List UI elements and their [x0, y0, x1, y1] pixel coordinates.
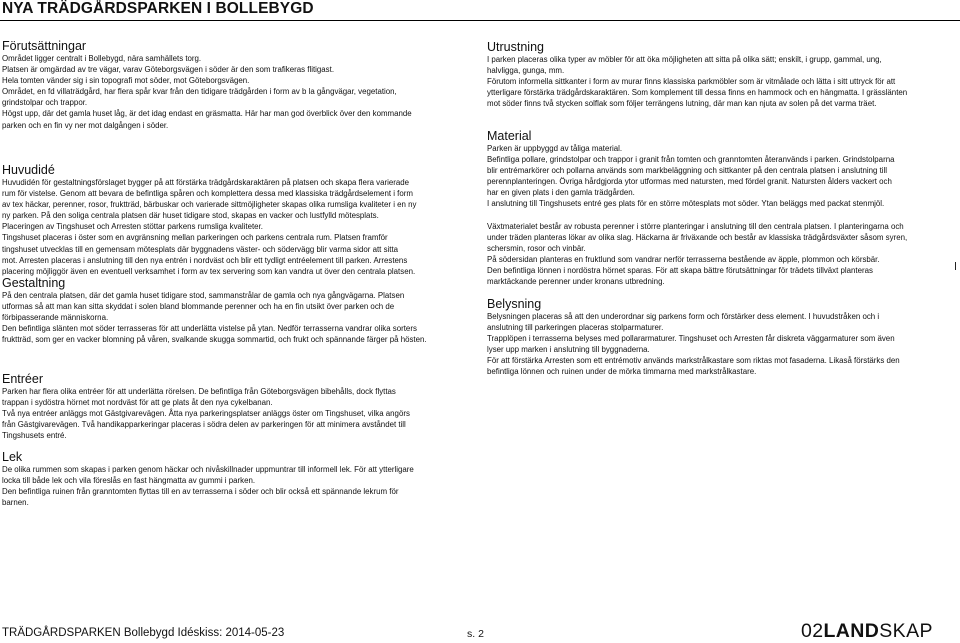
- logo-suffix: SKAP: [879, 620, 933, 642]
- section-forutsattningar: [2, 39, 462, 131]
- section-heading: Utrustning: [487, 40, 544, 54]
- section-body: På den centrala platsen, där det gamla huset tidigare stod, sammanstrålar de gamla och nya gångvägarna. Platsen utformas så att man kan sitta skyddat i solen bland blommande perenner och ha en fin utsikt över parken och de förbipasserande människorna.: [2, 291, 405, 323]
- section-heading: Gestaltning: [2, 276, 66, 290]
- section-heading: Huvudidé: [2, 163, 55, 177]
- section-heading: Lek: [2, 450, 23, 464]
- section-body: De olika rummen som skapas i parken genom häckar och nivåskillnader uppmuntrar till informell lek. För att ytterligare locka till både lek och vila föreslås en fast hängmatta av gummi i parken. Den befintliga ruinen från granntomten flyttas till en av terrasserna i söder och blir också ett spännande lekrum för barnen.: [2, 465, 414, 508]
- section-body: Belysningen placeras så att den underordnar sig parkens form och förstärker dess element. I huvudstråken och i anslutning till parkeringen placeras stolparmaturer. Trapplöpen i terrasserna belyses med pollararmaturer. Tingshuset och Arresten får diskreta väggarmaturer som även lyser upp marken i anslutning till byggnaderna. För att förstärka Arresten som ett entrémotiv används markstrålkastare som riktas mot fasaderna. Likaså förstärks den befintliga lönnen och ruinen under de mörka timmarna med markstrålkastare.: [487, 312, 900, 377]
- edge-mark: [955, 262, 956, 270]
- section-body: Växtmaterialet består av robusta perenner i större planteringar i anslutning till den centrala platsen. I planteringarna och under träden planteras lökar av olika slag. Häckarna är friväxande och består av klassiska trädgårdsväxter såsom syren, schersmin, rosor och vinbär. På södersidan planteras en fruktlund som vandrar nerför terrasserna bestående av äpple, plommon och körsbär. Den befintliga lönnen i nordöstra hörnet sparas. För att skapa bättre förutsättningar för trädets tillväxt planteras marktäckande perenner under kronans utbredning.: [487, 221, 908, 287]
- section-utrustning: [487, 40, 947, 109]
- paragraph-line: Hela tomten vänder sig i sin topografi mot söder, mot Göteborgsvägen.: [2, 76, 250, 86]
- page-title: NYA TRÄDGÅRDSPARKEN I BOLLEBYGD: [2, 0, 314, 17]
- section-heading: Entréer: [2, 372, 43, 386]
- paragraph-line: parken och en fin vy ner mot dalgången i söder.: [2, 120, 169, 130]
- section-material: [487, 129, 947, 287]
- footer-page-number: s. 2: [467, 628, 484, 640]
- footer-project-info: TRÄDGÅRDSPARKEN Bollebygd Idéskiss: 2014-05-23: [2, 627, 285, 639]
- paragraph-line: grindstolpar och trappor.: [2, 98, 88, 108]
- logo-prefix: 02: [801, 620, 824, 642]
- section-huvudide: [2, 163, 462, 277]
- paragraph-line: Högst upp, där det gamla huset låg, är det idag endast en gräsmatta. Här har man god överblick över den kommande: [2, 109, 412, 119]
- section-body: Parken har flera olika entréer för att underlätta rörelsen. De befintliga från Göteborgsvägen bibehålls, dock flyttas trappan i sydöstra hörnet mot nordväst för att ge plats åt den nya cykelbanan. Två nya entréer anläggs mot Gästgivarevägen. Åtta nya parkeringsplatser anläggs öster om Tingshuset, vilka angörs från Gästgivarevägen. Två handikapparkeringar placeras i södra delen av parkeringen för att minimera avståndet till Tingshusets entré.: [2, 387, 410, 441]
- paragraph-line: Området ligger centralt i Bollebygd, nära samhällets torg.: [2, 54, 202, 63]
- paragraph-line: Platsen är omgärdad av tre vägar, varav Göteborgsvägen i söder är den som trafikeras flitigast.: [2, 65, 335, 75]
- paragraph-line: Området, en fd villaträdgård, har flera spår kvar från den tidigare trädgården i form av b la gångvägar, vegetation,: [2, 87, 397, 97]
- section-heading: Förutsättningar: [2, 39, 87, 53]
- section-entreer: [2, 372, 462, 441]
- section-body: I parken placeras olika typer av möbler för att öka möjligheten att sitta på olika sätt; enskilt, i grupp, gammal, ung, halvliggа, gunga, mm. Förutom informella sittkanter i form av murar finns klassiska parkmöbler som är vitmålade och lätta i sitt uttryck för att ytterligare förstärka trädgårdskaraktären. Som komplement till dessa finns en hammock och en hängmatta. I grässlänten mot söder finns två stycken solflak som följer terrängens lutning, där man kan njuta av solen på det varma träet.: [487, 55, 908, 109]
- section-belysning: [487, 297, 947, 378]
- section-heading: Belysning: [487, 297, 542, 311]
- section-body: Den befintliga slänten mot söder terrasseras för att underlätta vistelse på ytan. Nedför terrasserna vandrar olika sorters fruktträd, som ger en vacker blomning på våren, svalkande skugga sommartid, och frukt och spännande färger på hösten.: [2, 324, 427, 345]
- company-logo: [801, 620, 933, 643]
- section-heading: Material: [487, 129, 532, 143]
- section-gestaltning: [2, 276, 462, 345]
- section-body: Parken är uppbyggd av tåliga material. Befintliga pollare, grindstolpar och trappor i granit från tomten och granntomten återanvänds i parken. Grindstolparna blir entrémarkörer och pollarna används som markbeläggning och sittkanter på den centrala platsen i anslutning till perennplanteringen. Övriga hårdgjorda ytor utformas med natursten, med fördel granit. Natursten ålders vackert och har en given plats i den gamla trädgården. I anslutning till Tingshusets entré ges plats för en större mötesplats mot söder. Ytan beläggs med packat stenmjöl.: [487, 144, 895, 209]
- section-body: Huvudidén för gestaltningsförslaget bygger på att förstärka trädgårdskaraktären på platsen och skapa flera varierade rum för vistelse. Genom att bevara de befintliga spåren och komplettera dessa med klassiska trädgårdselement i form av tex häckar, perenner, rosor, fruktträd, bärbuskar och varierade sittmöjligheter skapas olika rumsliga kvaliteter i en ny ny parken. På den soliga centrala platsen där huset tidigare stod, skapas en vacker och lustfylld mötesplats. Placeringen av Tingshuset och Arresten stöttar parkens rumsliga kvaliteter. Tingshuset placeras i öster som en avgränsning mellan parkeringen och parkens centrala rum. Platsen framför tingshuset utvecklas till en gemensam mötesplats där byggnadens väster- och södervägg blir varma sidor att sitta mot. Arresten placeras i anslutning till den nya entrén i nordväst och blir ett tydligt entréelement till parken. Arrestens placering möjliggör även en eventuell verksamhet i form av tex servering som kan vandra ut över den centrala platsen.: [2, 178, 417, 276]
- paragraph-spacer: [487, 210, 947, 221]
- logo-bold: LAND: [823, 620, 880, 642]
- section-lek: [2, 450, 462, 508]
- title-divider: [0, 20, 960, 21]
